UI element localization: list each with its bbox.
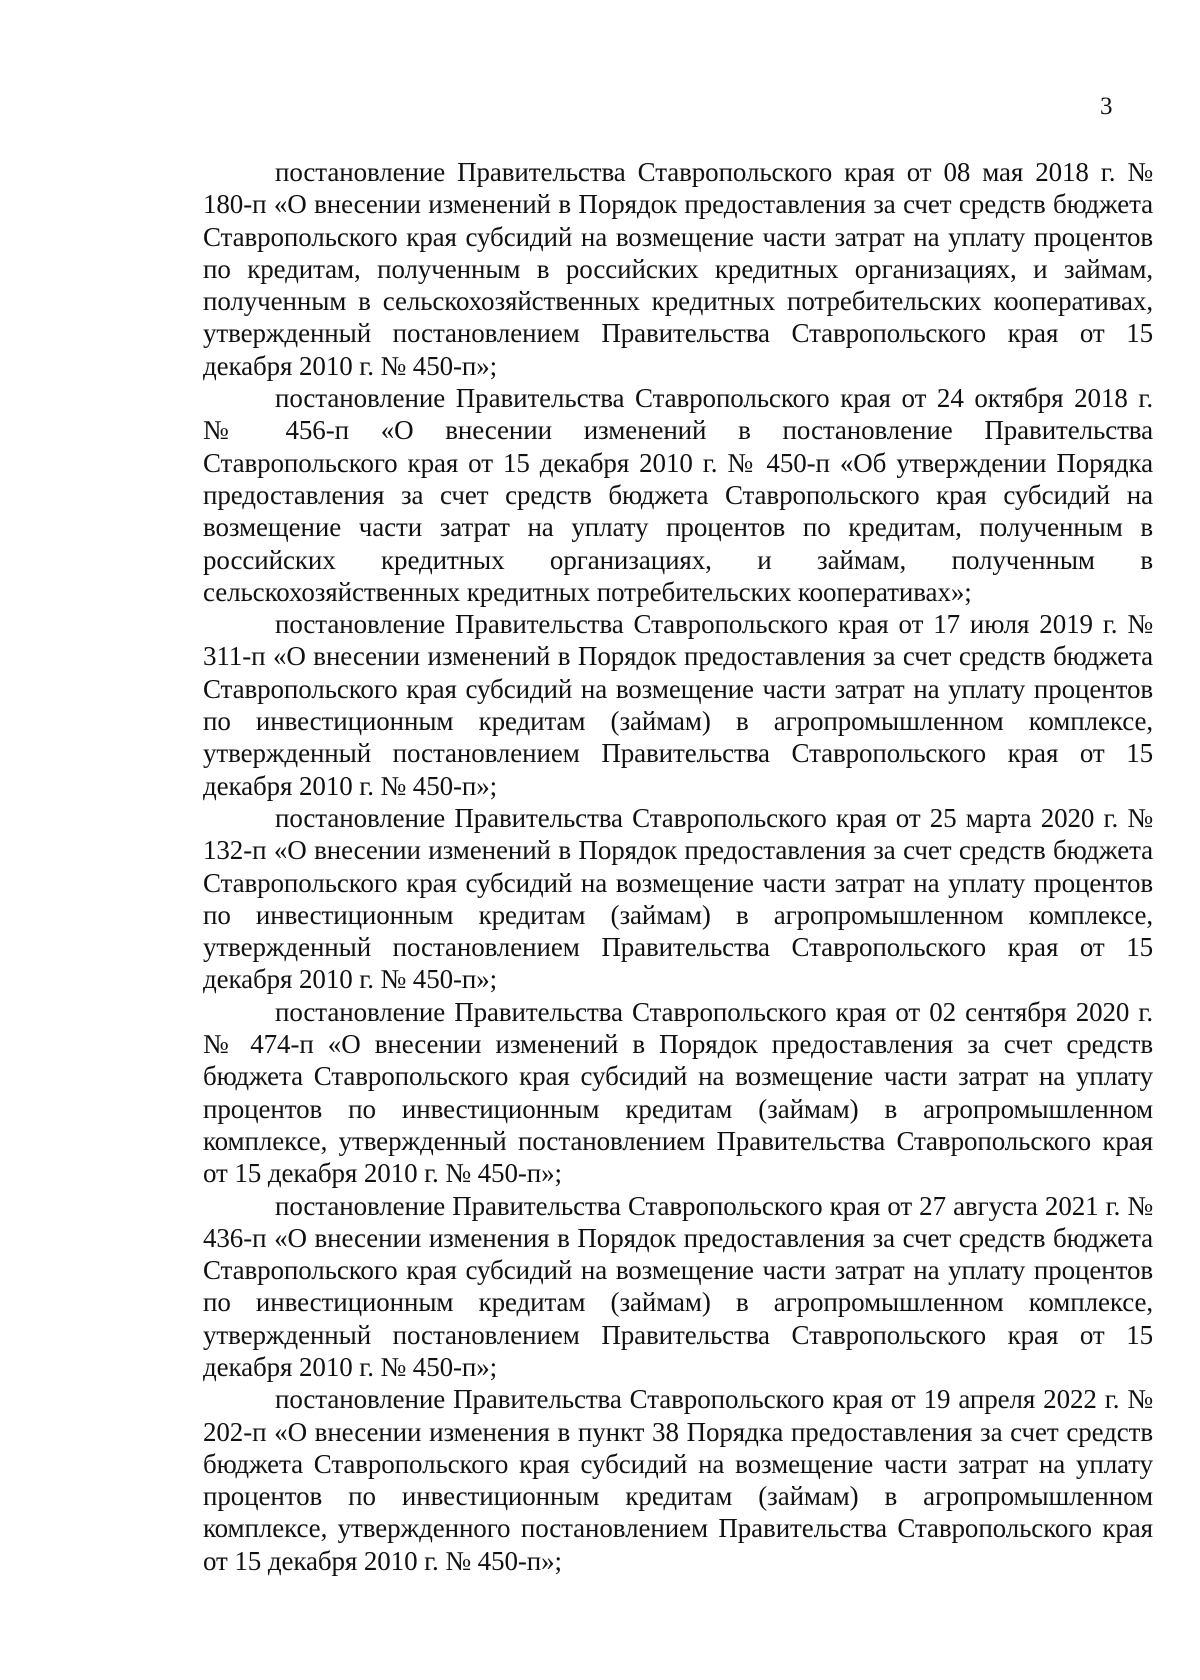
paragraph-resolution-132p: постановление Правительства Ставропольского края от 25 марта 2020 г. № 132-п «О внесении изменений в Порядок предоставления за счет средств бюджета Ставропольского края субсидий на возмещение части затрат на уплату процентов по инвестиционным кредитам (займам) в агропромышленном комплексе, утвержденный постановлением Правительства Ставропольского края от 15 декабря 2010 г. № 450-п»; <box>203 802 1153 995</box>
paragraph-resolution-180p: постановление Правительства Ставропольского края от 08 мая 2018 г. № 180-п «О внесении изменений в Порядок предоставления за счет средств бюджета Ставропольского края субсидий на возмещение части затрат на уплату процентов по кредитам, полученным в российских кредитных организациях, и займам, полученным в сельскохозяйственных кредитных потребительских кооперативах, утвержденный постановлением Правительства Ставропольского края от 15 декабря 2010 г. № 450-п»; <box>203 157 1153 381</box>
paragraph-resolution-311p: постановление Правительства Ставропольского края от 17 июля 2019 г. № 311-п «О внесении изменений в Порядок предоставления за счет средств бюджета Ставропольского края субсидий на возмещение части затрат на уплату процентов по инвестиционным кредитам (займам) в агропромышленном комплексе, утвержденный постановлением Правительства Ставропольского края от 15 декабря 2010 г. № 450-п»; <box>203 609 1153 801</box>
document-body <box>203 156 1153 1577</box>
paragraph-resolution-436p: постановление Правительства Ставропольского края от 27 августа 2021 г. № 436-п «О внесении изменения в Порядок предоставления за счет средств бюджета Ставропольского края субсидий на возмещение части затрат на уплату процентов по инвестиционным кредитам (займам) в агропромышленном комплексе, утвержденный постановлением Правительства Ставропольского края от 15 декабря 2010 г. № 450-п»; <box>203 1190 1153 1382</box>
paragraph-resolution-456p: постановление Правительства Ставропольского края от 24 октября 2018 г. № 456-п «О внесении изменений в постановление Правительства Ставропольского края от 15 декабря 2010 г. № 450-п «Об утверждении Порядка предоставления за счет средств бюджета Ставропольского края субсидий на возмещение части затрат на уплату процентов по кредитам, полученным в российских кредитных организациях, и займам, полученным в сельскохозяйственных кредитных потребительских кооперативах»; <box>203 383 1153 607</box>
paragraph-resolution-202p: постановление Правительства Ставропольского края от 19 апреля 2022 г. № 202-п «О внесении изменения в пункт 38 Порядка предоставления за счет средств бюджета Ставропольского края субсидий на возмещение части затрат на уплату процентов по инвестиционным кредитам (займам) в агропромышленном комплексе, утвержденного постановлением Правительства Ставропольского края от 15 декабря 2010 г. № 450-п»; <box>203 1384 1153 1576</box>
page-number: 3 <box>1100 93 1113 120</box>
paragraph-resolution-474p: постановление Правительства Ставропольского края от 02 сентября 2020 г. № 474-п «О внесении изменений в Порядок предоставления за счет средств бюджета Ставропольского края субсидий на возмещение части затрат на уплату процентов по инвестиционным кредитам (займам) в агропромышленном комплексе, утвержденный постановлением Правительства Ставропольского края от 15 декабря 2010 г. № 450-п»; <box>203 996 1153 1189</box>
